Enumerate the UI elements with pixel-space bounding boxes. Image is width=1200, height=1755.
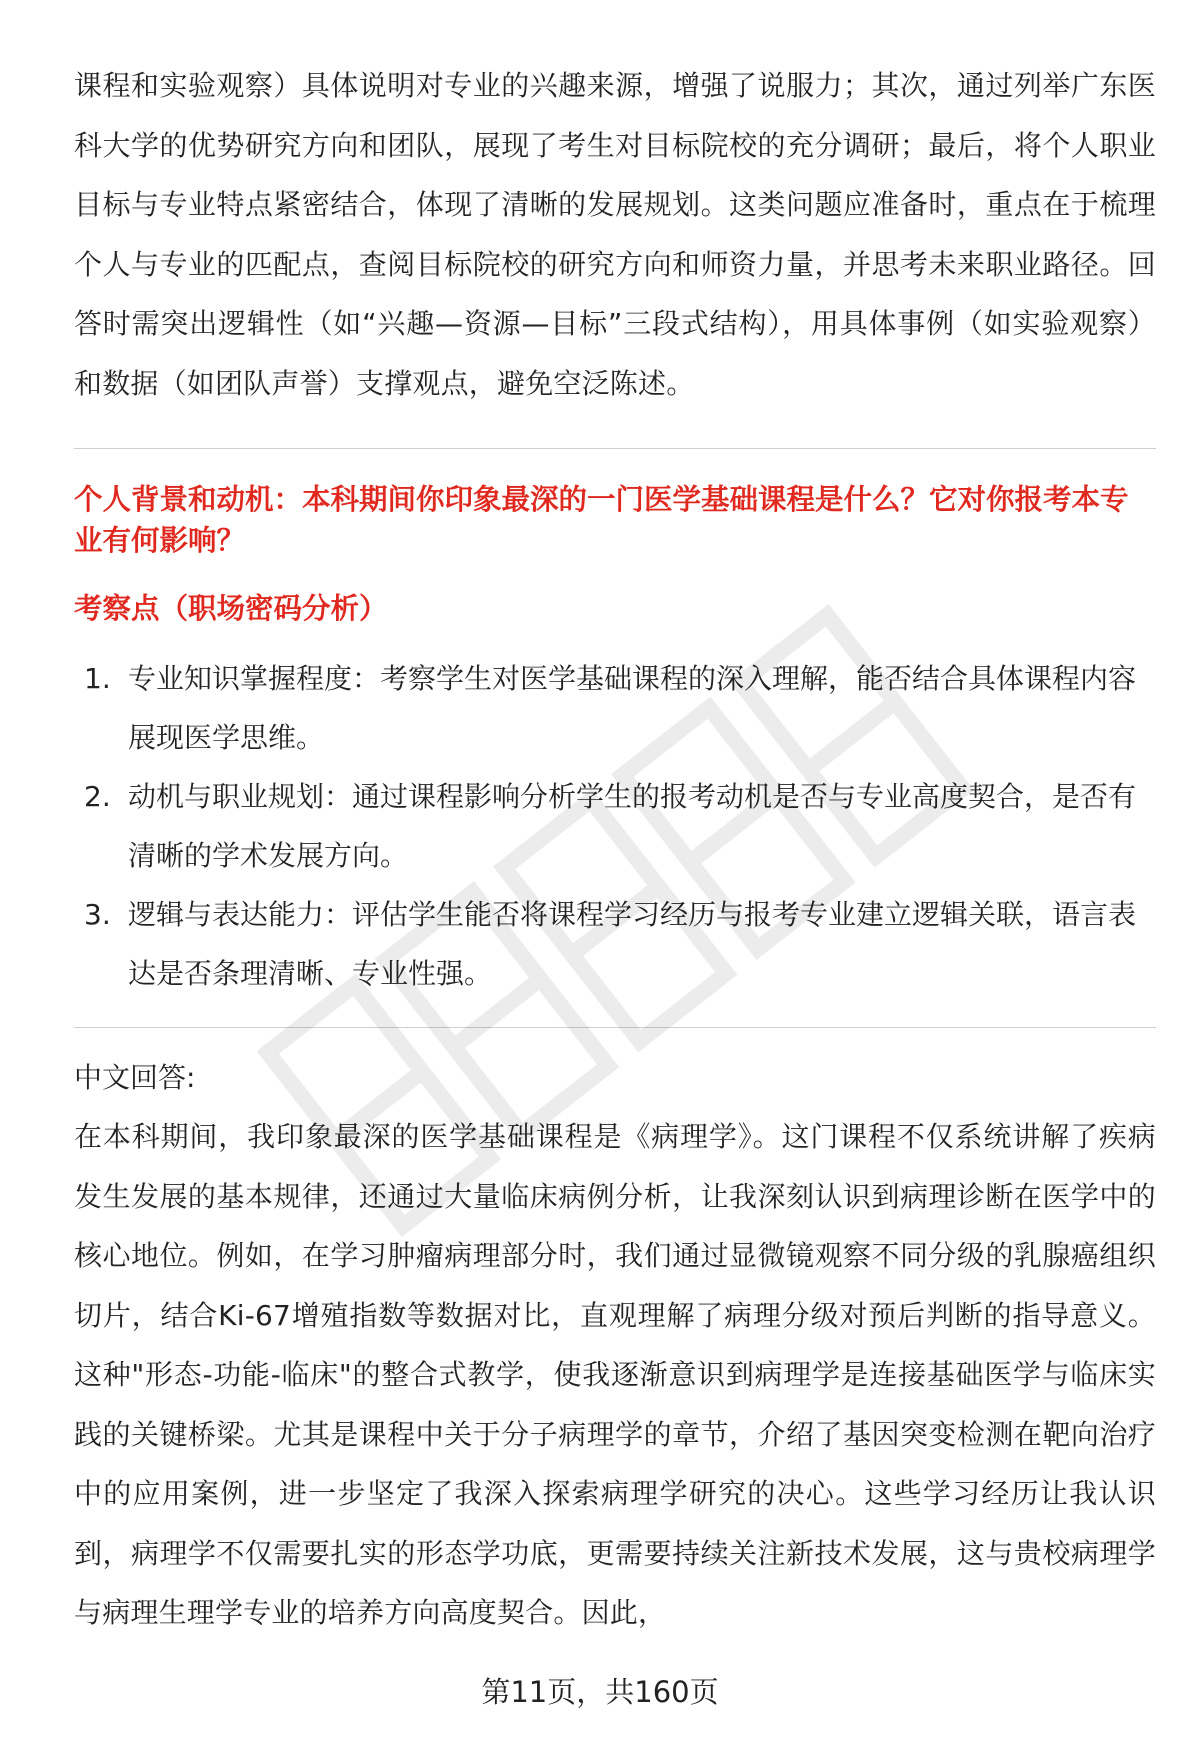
page-footer: 第11页，共160页	[481, 1675, 719, 1709]
section-divider-bottom	[74, 1027, 1156, 1028]
list-item	[74, 767, 1156, 885]
list-item-number: 1.	[84, 662, 111, 695]
list-item-text: 专业知识掌握程度：考察学生对医学基础课程的深入理解，能否结合具体课程内容展现医学思维。	[128, 662, 1137, 754]
answer-paragraph: 在本科期间，我印象最深的医学基础课程是《病理学》。这门课程不仅系统讲解了疾病发生发展的基本规律，还通过大量临床病例分析，让我深刻认识到病理诊断在医学中的核心地位。例如，在学习肿瘤病理部分时，我们通过显微镜观察不同分级的乳腺癌组织切片，结合Ki-67增殖指数等数据对比，直观理解了病理分级对预后判断的指导意义。这种"形态-功能-临床"的整合式教学，使我逐渐意识到病理学是连接基础医学与临床实践的关键桥梁。尤其是课程中关于分子病理学的章节，介绍了基因突变检测在靶向治疗中的应用案例，进一步坚定了我深入探索病理学研究的决心。这些学习经历让我认识到，病理学不仅需要扎实的形态学功底，更需要持续关注新技术发展，这与贵校病理学与病理生理学专业的培养方向高度契合。因此，	[74, 1120, 1156, 1629]
list-item-text: 动机与职业规划：通过课程影响分析学生的报考动机是否与专业高度契合，是否有清晰的学术发展方向。	[128, 780, 1137, 872]
answer-label: 中文回答:	[74, 1061, 196, 1094]
intro-paragraph: 课程和实验观察）具体说明对专业的兴趣来源，增强了说服力；其次，通过列举广东医科大学的优势研究方向和团队，展现了考生对目标院校的充分调研；最后，将个人职业目标与专业特点紧密结合，体现了清晰的发展规划。这类问题应准备时，重点在于梳理个人与专业的匹配点，查阅目标院校的研究方向和师资力量，并思考未来职业路径。回答时需突出逻辑性（如“兴趣—资源—目标”三段式结构），用具体事例（如实验观察）和数据（如团队声誉）支撑观点，避免空泛陈述。	[74, 69, 1156, 400]
list-item-number: 3.	[84, 898, 111, 931]
list-item-text: 逻辑与表达能力：评估学生能否将课程学习经历与报考专业建立逻辑关联，语言表达是否条理清晰、专业性强。	[128, 898, 1137, 990]
list-item-number: 2.	[84, 780, 111, 813]
list-item	[74, 649, 1156, 767]
section-divider-top	[74, 448, 1156, 449]
exam-points-heading: 考察点（职场密码分析）	[74, 592, 388, 625]
document-page	[74, 56, 1156, 1643]
exam-points-list	[74, 649, 1156, 1003]
question-heading: 个人背景和动机：本科期间你印象最深的一门医学基础课程是什么？它对你报考本专业有何影响？	[74, 483, 1129, 557]
list-item	[74, 885, 1156, 1003]
